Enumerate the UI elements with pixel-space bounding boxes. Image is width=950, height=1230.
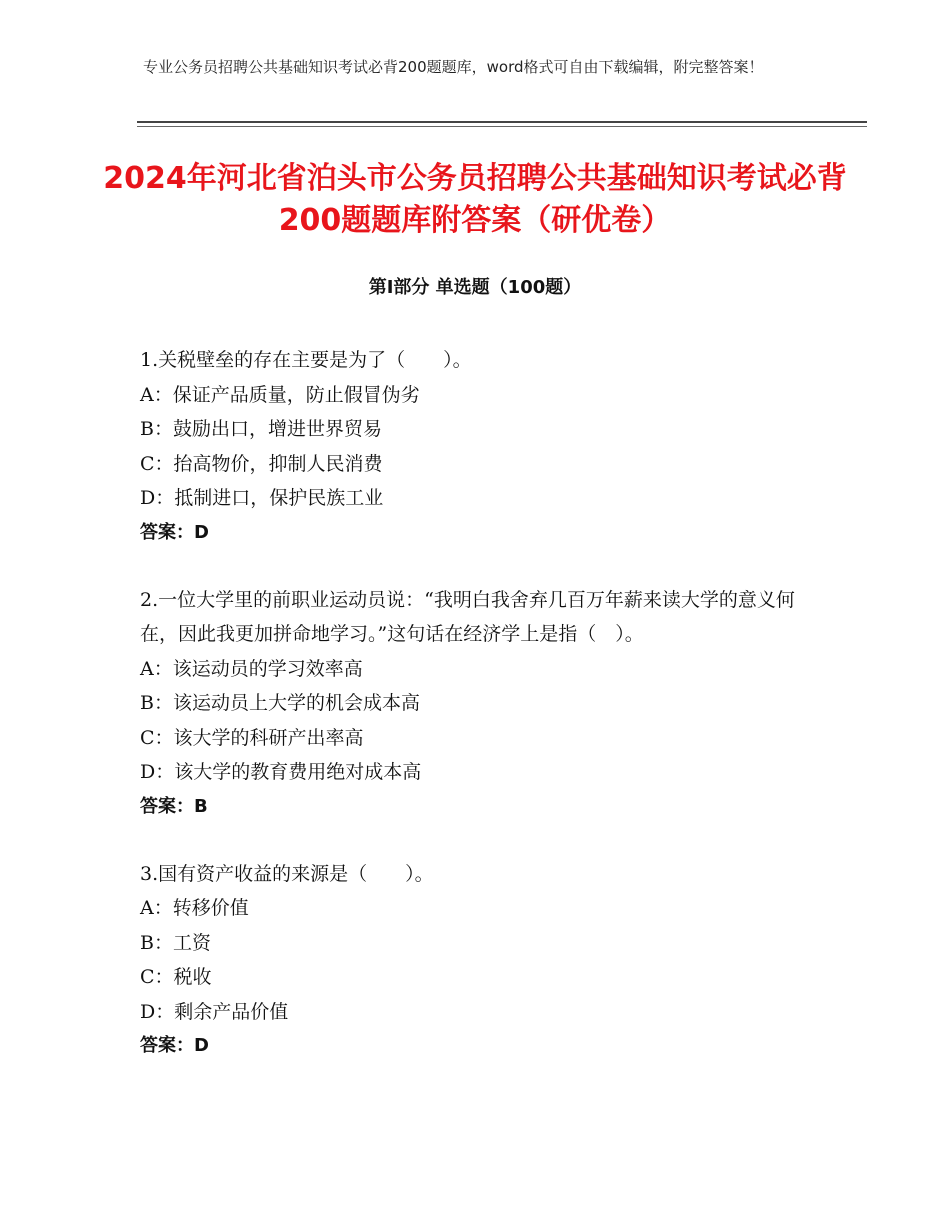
option-b: B：该运动员上大学的机会成本高 — [140, 692, 420, 714]
option-c: C：该大学的科研产出率高 — [140, 726, 364, 749]
document-title: 2024年河北省泊头市公务员招聘公共基础知识考试必背200题题库附答案（研优卷） — [103, 161, 847, 238]
header-divider — [137, 121, 867, 123]
option-a: A：该运动员的学习效率高 — [140, 657, 363, 680]
question-stem: 1.关税壁垒的存在主要是为了（ ）。 — [140, 349, 472, 371]
option-d: D：剩余产品价值 — [140, 1000, 289, 1023]
page-header: 专业公务员招聘公共基础知识考试必背200题题库，word格式可自由下载编辑，附完整答案！ — [143, 58, 764, 76]
question-2 — [140, 583, 820, 824]
option-c: C：税收 — [140, 966, 212, 988]
answer: 答案：B — [140, 795, 208, 817]
answer: 答案：D — [140, 521, 209, 543]
option-d: D：该大学的教育费用绝对成本高 — [140, 761, 422, 783]
answer: 答案：D — [140, 1035, 209, 1056]
question-1 — [140, 343, 820, 550]
header-divider-thin — [137, 126, 867, 127]
option-d: D：抵制进口，保护民族工业 — [140, 487, 384, 509]
option-a: A：转移价值 — [140, 897, 249, 919]
option-b: B：工资 — [140, 931, 211, 954]
question-list — [140, 343, 820, 1096]
question-stem: 3.国有资产收益的来源是（ ）。 — [140, 862, 434, 885]
option-b: B：鼓励出口，增进世界贸易 — [140, 418, 382, 440]
option-a: A：保证产品质量，防止假冒伪劣 — [140, 383, 420, 406]
question-stem: 2.一位大学里的前职业运动员说：“我明白我舍弃几百万年薪来读大学的意义何在，因此我更加拼命地学习。”这句话在经济学上是指（ ）。 — [140, 588, 795, 645]
option-c: C：抬高物价，抑制人民消费 — [140, 452, 383, 475]
question-3 — [140, 857, 820, 1064]
section-heading: 第Ⅰ部分 单选题（100题） — [368, 277, 582, 298]
